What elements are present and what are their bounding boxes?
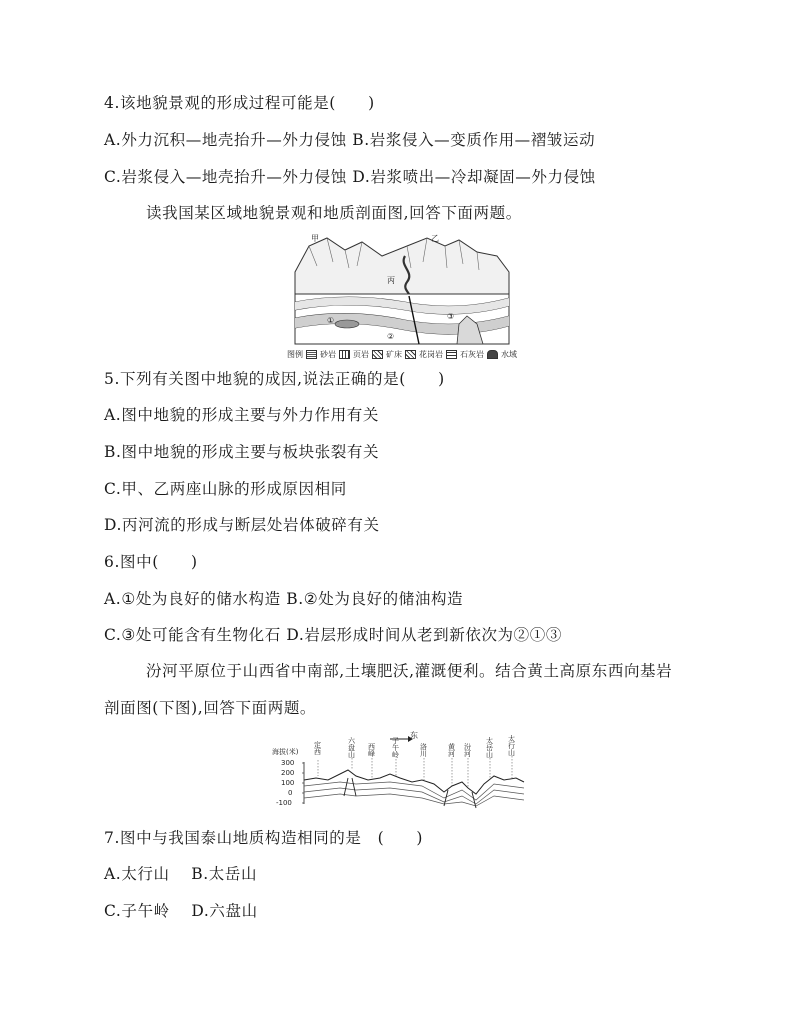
ytick-minus100: -100 <box>276 799 292 807</box>
label-1: ① <box>327 316 335 325</box>
legend-sandstone: 砂岩 <box>320 350 336 359</box>
ore-swatch-icon <box>372 350 383 359</box>
figure1-legend <box>287 349 517 360</box>
direction-east-label: 东 <box>410 731 418 740</box>
bedrock-profile-figure <box>272 731 528 810</box>
label-2: ② <box>387 332 395 341</box>
legend-shale: 页岩 <box>353 350 369 359</box>
q5-stem: 5.下列有关图中地貌的成因,说法正确的是( ) <box>104 370 445 388</box>
q7-options-cd: C.子午岭 D.六盘山 <box>104 902 258 920</box>
label-3: ③ <box>447 312 455 321</box>
intro-text-1: 读我国某区域地貌景观和地质剖面图,回答下面两题。 <box>146 204 522 222</box>
sandstone-swatch-icon <box>306 350 317 359</box>
block-diagram-svg <box>287 232 517 348</box>
intro-text-2-line2: 剖面图(下图),回答下面两题。 <box>104 699 317 717</box>
q7-stem: 7.图中与我国泰山地质构造相同的是 ( ) <box>104 829 424 847</box>
q6-stem: 6.图中( ) <box>104 553 198 571</box>
label-bing: 丙 <box>387 276 395 285</box>
q4-options-ab: A.外力沉积—地壳抬升—外力侵蚀 B.岩浆侵入—变质作用—褶皱运动 <box>104 131 596 149</box>
place-xifeng: 西峰 <box>368 743 375 758</box>
q4-stem: 4.该地貌景观的形成过程可能是( ) <box>104 94 375 112</box>
ytick-300: 300 <box>281 759 295 767</box>
place-huanghe: 黄河 <box>448 743 455 758</box>
place-luochuan: 洛川 <box>420 743 427 758</box>
intro-text-2-line1: 汾河平原位于山西省中南部,土壤肥沃,灌溉便利。结合黄土高原东西向基岩 <box>146 662 673 680</box>
q6-options-ab: A.①处为良好的储水构造 B.②处为良好的储油构造 <box>104 590 464 608</box>
legend-granite: 花岗岩 <box>419 350 443 359</box>
shale-swatch-icon <box>339 350 350 359</box>
place-ziwuling: 子午岭 <box>392 737 399 759</box>
place-dingxi: 定西 <box>314 741 321 756</box>
geology-block-diagram <box>287 232 517 360</box>
place-taiyueshan: 太岳山 <box>486 737 493 759</box>
yaxis-title: 海拔(米) <box>272 748 299 756</box>
ytick-200: 200 <box>281 769 295 777</box>
place-taihangshan: 太行山 <box>508 735 515 757</box>
q7-options-ab: A.太行山 B.太岳山 <box>104 865 258 883</box>
legend-water: 水域 <box>501 350 517 359</box>
label-jia: 甲 <box>311 234 319 243</box>
q4-options-cd: C.岩浆侵入—地壳抬升—外力侵蚀 D.岩浆喷出—冷却凝固—外力侵蚀 <box>104 168 596 186</box>
legend-title: 图例 <box>287 350 303 359</box>
q6-options-cd: C.③处可能含有生物化石 D.岩层形成时间从老到新依次为②①③ <box>104 626 562 644</box>
legend-ore: 矿床 <box>386 350 402 359</box>
place-fenhe: 汾河 <box>464 743 471 758</box>
granite-swatch-icon <box>405 350 416 359</box>
q5-option-d: D.丙河流的形成与断层处岩体破碎有关 <box>104 516 380 534</box>
legend-limestone: 石灰岩 <box>460 350 484 359</box>
ytick-100: 100 <box>281 779 295 787</box>
q5-option-b: B.图中地貌的形成主要与板块张裂有关 <box>104 443 380 461</box>
ytick-0: 0 <box>288 789 293 797</box>
q5-option-c: C.甲、乙两座山脉的形成原因相同 <box>104 480 347 498</box>
place-liupanshan: 六盘山 <box>348 737 355 759</box>
limestone-swatch-icon <box>446 350 457 359</box>
label-yi: 乙 <box>431 234 439 243</box>
q5-option-a: A.图中地貌的形成主要与外力作用有关 <box>104 406 379 424</box>
water-swatch-icon <box>487 350 498 359</box>
